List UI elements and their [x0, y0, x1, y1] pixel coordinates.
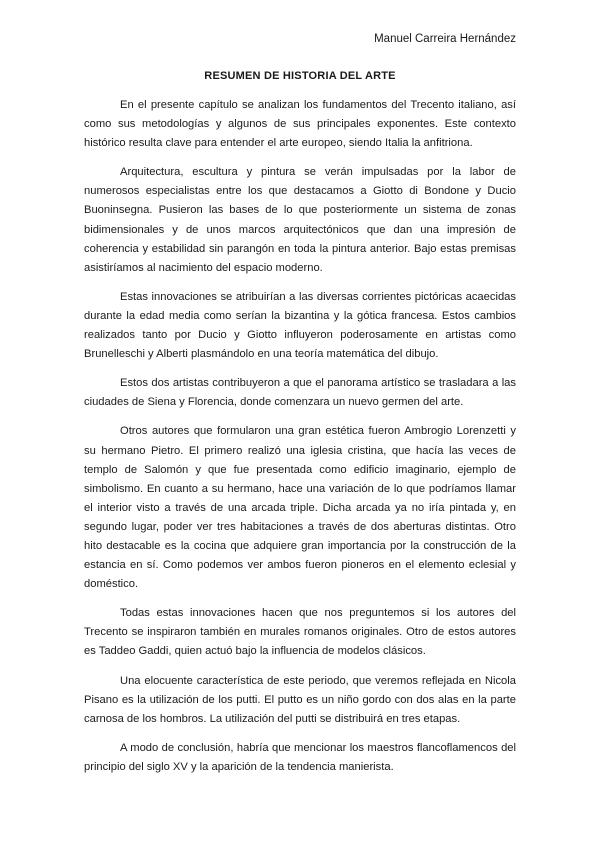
paragraph: Arquitectura, escultura y pintura se verán impulsadas por la labor de numerosos especialistas entre los que destacamos a Giotto di Bondone y Ducio Buoninsegna. Pusieron las bases de lo que posteriormente un sistema de zonas bidimensionales y de unos marcos arquitectónicos que dan una impresión de coherencia y estabilidad sin parangón en toda la pintura anterior. Bajo estas premisas asistiríamos al nacimiento del espacio moderno.	[84, 166, 516, 274]
paragraph: Estas innovaciones se atribuirían a las diversas corrientes pictóricas acaecidas durante la edad media como serían la bizantina y la gótica francesa. Estos cambios realizados tanto por Ducio y Giotto influyeron poderosamente en artistas como Brunelleschi y Alberti plasmándolo en una teoría matemática del dibujo.	[84, 290, 516, 361]
paragraph: Todas estas innovaciones hacen que nos preguntemos si los autores del Trecento se inspiraron también en murales romanos originales. Otro de estos autores es Taddeo Gaddi, quien actuó bajo la influencia de modelos clásicos.	[84, 607, 516, 658]
document-body	[84, 96, 516, 777]
paragraph: Estos dos artistas contribuyeron a que el panorama artístico se trasladara a las ciudades de Siena y Florencia, donde comenzara un nuevo germen del arte.	[84, 377, 516, 409]
paragraph: En el presente capítulo se analizan los fundamentos del Trecento italiano, así como sus metodologías y algunos de sus principales exponentes. Este contexto histórico resulta clave para entender el arte europeo, siendo Italia la anfitriona.	[84, 99, 516, 150]
paragraph: Una elocuente característica de este periodo, que veremos reflejada en Nicola Pisano es la utilización de los putti. El putto es un niño gordo con dos alas en la parte carnosa de los hombros. La utilización del putti se distribuirá en tres etapas.	[84, 674, 516, 725]
document-title: RESUMEN DE HISTORIA DEL ARTE	[204, 70, 396, 82]
paragraph: Otros autores que formularon una gran estética fueron Ambrogio Lorenzetti y su hermano Pietro. El primero realizó una iglesia cristina, que hacía las veces de templo de Salomón y que fue presentada como edificio imaginario, ejemplo de simbolismo. En cuanto a su hermano, hace una variación de lo que podríamos llamar el interior visto a través de una arcada triple. Dicha arcada ya no iría pintada y, en segundo lugar, poder ver tres habitaciones a través de dos aberturas distintas. Otro hito destacable es la cocina que adquiere gran importancia por la construcción de la estancia en sí. Como podemos ver ambos fueron pioneros en el elemento eclesial y doméstico.	[84, 425, 516, 591]
paragraph: A modo de conclusión, habría que mencionar los maestros flancoflamencos del principio del siglo XV y la aparición de la tendencia manierista.	[84, 741, 516, 773]
author-name: Manuel Carreira Hernández	[374, 33, 516, 45]
